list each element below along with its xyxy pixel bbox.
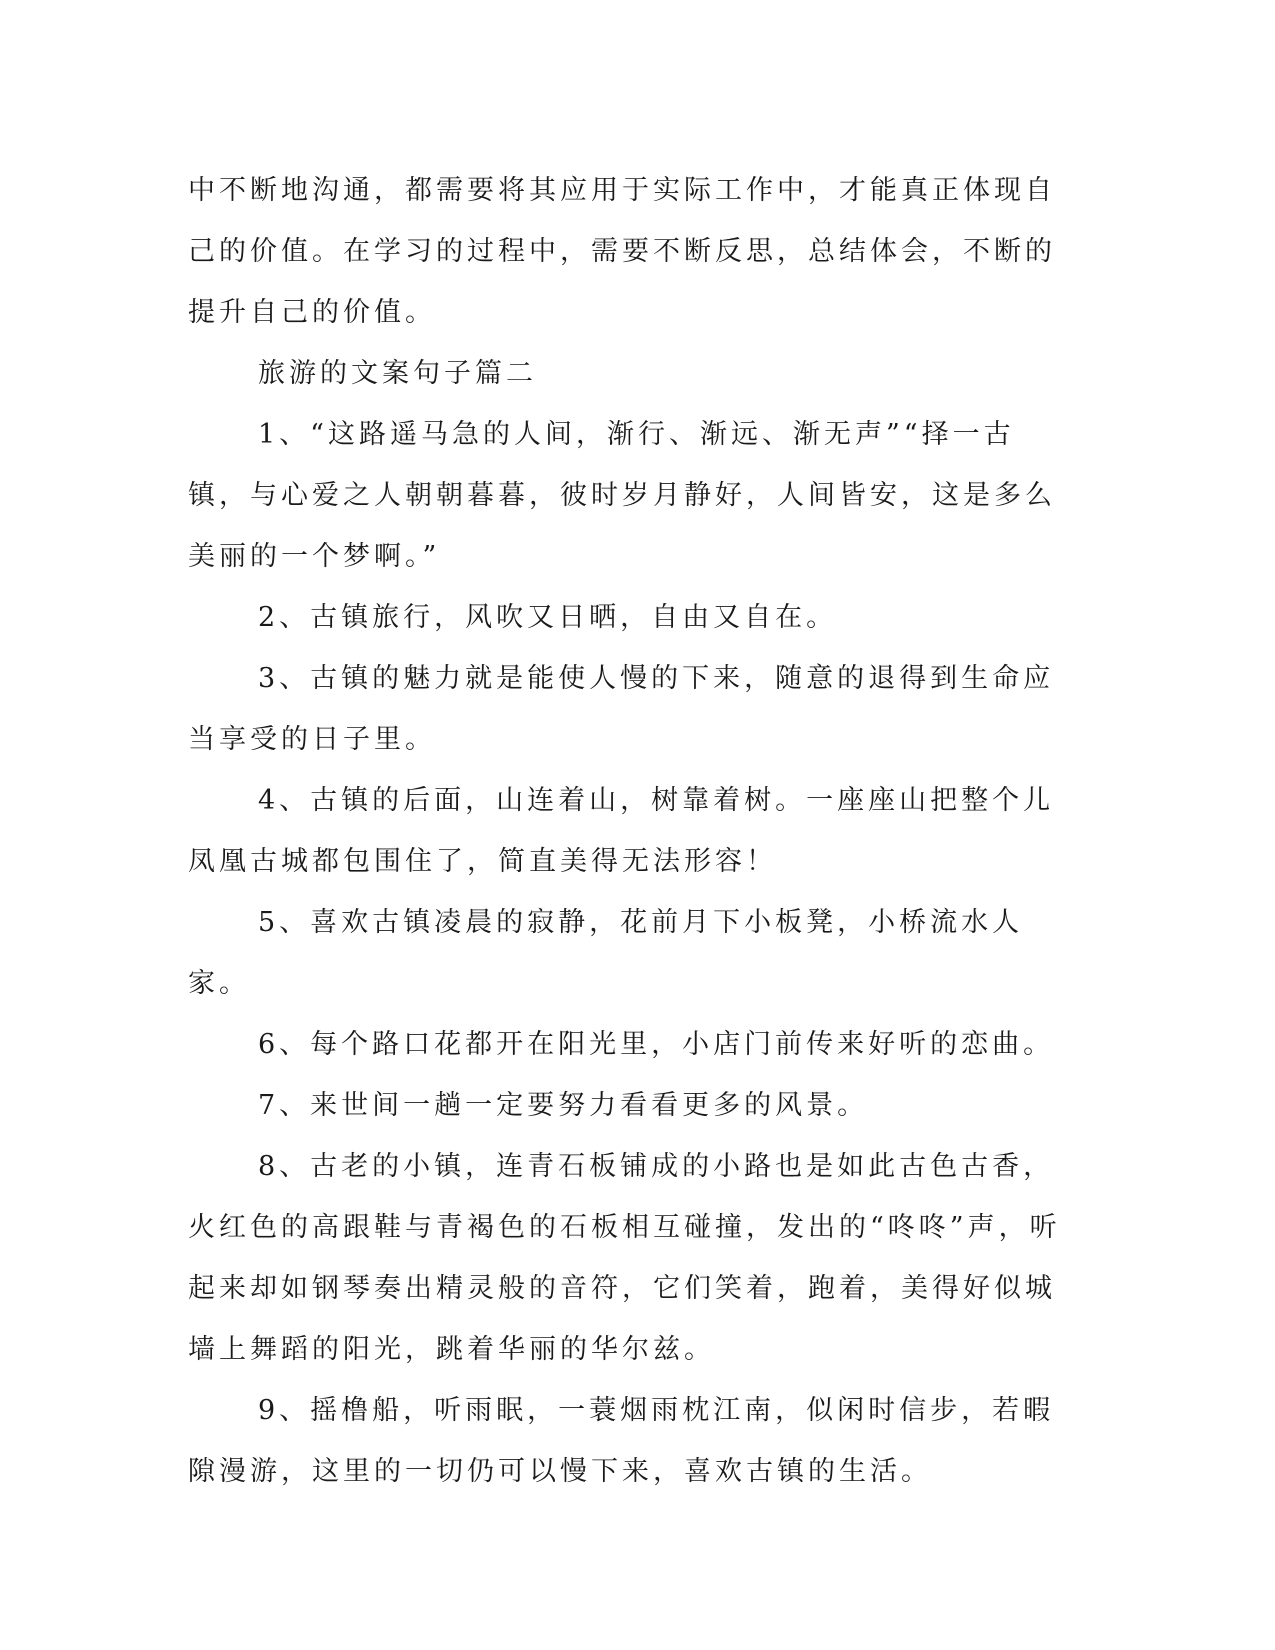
list-item-1: 1、“这路遥马急的人间，渐行、渐远、渐无声”“择一古镇，与心爱之人朝朝暮暮，彼时岁月静好，人间皆安，这是多么美丽的一个梦啊。” (188, 419, 1056, 572)
list-item-8: 8、古老的小镇，连青石板铺成的小路也是如此古色古香，火红色的高跟鞋与青褐色的石板相互碰撞，发出的“咚咚”声，听起来却如钢琴奏出精灵般的音符，它们笑着，跑着，美得好似城墙上舞蹈的阳光，跳着华丽的华尔兹。 (188, 1151, 1061, 1365)
list-item-3: 3、古镇的魅力就是能使人慢的下来，随意的退得到生命应当享受的日子里。 (188, 663, 1055, 755)
list-item-9: 9、摇橹船，听雨眠，一蓑烟雨枕江南，似闲时信步，若暇隙漫游，这里的一切仍可以慢下来，喜欢古镇的生活。 (188, 1395, 1055, 1487)
list-item-7: 7、来世间一趟一定要努力看看更多的风景。 (258, 1090, 869, 1121)
list-item-4: 4、古镇的后面，山连着山，树靠着树。一座座山把整个儿凤凰古城都包围住了，简直美得无法形容！ (188, 785, 1055, 877)
list-item-2: 2、古镇旅行，风吹又日晒，自由又自在。 (258, 602, 838, 633)
section-heading: 旅游的文案句子篇二 (258, 358, 537, 389)
list-item-5: 5、喜欢古镇凌晨的寂静，花前月下小板凳，小桥流水人家。 (188, 907, 1024, 999)
list-item-6: 6、每个路口花都开在阳光里，小店门前传来好听的恋曲。 (258, 1029, 1055, 1060)
paragraph-continuation: 中不断地沟通，都需要将其应用于实际工作中，才能真正体现自己的价值。在学习的过程中，需要不断反思，总结体会，不断的提升自己的价值。 (188, 175, 1056, 328)
document-body (188, 160, 1068, 1502)
